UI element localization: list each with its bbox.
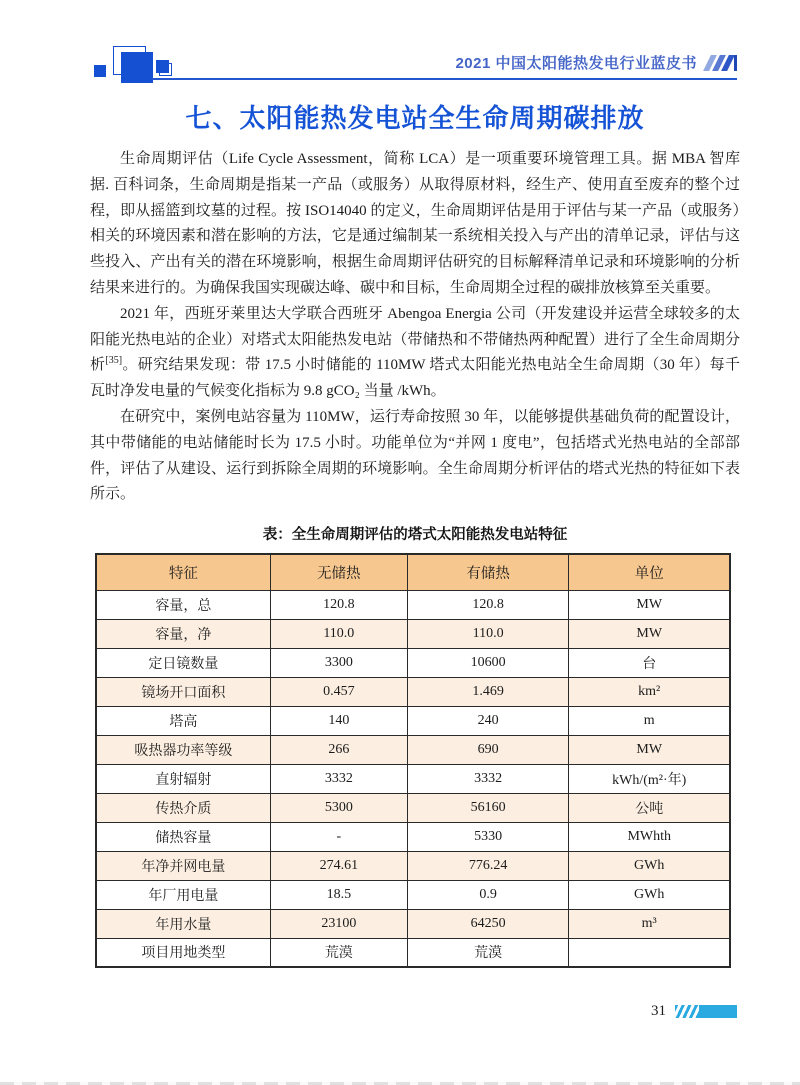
cell-no-storage: 5300 <box>270 793 407 822</box>
table-row <box>96 764 730 793</box>
plant-characteristics-table <box>95 553 731 968</box>
page-footer <box>651 1003 737 1020</box>
table-row <box>96 880 730 909</box>
table-row <box>96 851 730 880</box>
cell-feature: 容量，总 <box>96 590 270 619</box>
cell-no-storage: 120.8 <box>270 590 407 619</box>
col-header-no-storage: 无储热 <box>270 554 407 590</box>
cell-unit <box>569 938 730 967</box>
paragraph-3: 在研究中，案例电站容量为 110MW，运行寿命按照 30 年，以能够提供基础负荷的配置设计，其中带储能的电站储能时长为 17.5 小时。功能单位为“并网 1 度电”，包括塔式光热电站的全部部件，评估了从建设、运行到拆除全周期的环境影响。全生命周期分析评估的塔式光热的特征如下表所示。 <box>90 408 740 503</box>
table-row <box>96 619 730 648</box>
table-header-row <box>96 554 730 590</box>
logo-small-square-right <box>156 60 169 73</box>
cell-feature: 直射辐射 <box>96 764 270 793</box>
citation-35: [35] <box>105 355 123 367</box>
table-caption: 表：全生命周期评估的塔式太阳能热发电站特征 <box>262 527 568 544</box>
chapter-title: 七、太阳能热发电站全生命周期碳排放 <box>185 103 645 133</box>
table-row <box>96 735 730 764</box>
cell-no-storage: 110.0 <box>270 619 407 648</box>
page-header <box>455 52 737 73</box>
cell-unit: m³ <box>569 909 730 938</box>
cell-no-storage: 3300 <box>270 648 407 677</box>
bar-mark <box>734 55 737 71</box>
footer-bar-stripes <box>675 1005 699 1018</box>
cell-feature: 塔高 <box>96 706 270 735</box>
cell-with-storage: 776.24 <box>407 851 569 880</box>
cell-no-storage: 3332 <box>270 764 407 793</box>
cell-feature: 年净并网电量 <box>96 851 270 880</box>
cell-no-storage: 140 <box>270 706 407 735</box>
cell-with-storage: 690 <box>407 735 569 764</box>
cell-with-storage: 56160 <box>407 793 569 822</box>
header-divider <box>152 78 737 80</box>
paragraph-2-text: 2021 年，西班牙莱里达大学联合西班牙 Abengoa Energia 公司（开发建设并运营全球较多的太阳能光热电站的企业）对塔式太阳能热发电站（带储热和不带储热两种配置）进行了全生命周期分析 <box>90 305 740 374</box>
table-row <box>96 909 730 938</box>
cell-unit: GWh <box>569 880 730 909</box>
cell-unit: GWh <box>569 851 730 880</box>
cell-unit: 公吨 <box>569 793 730 822</box>
logo-small-square-left <box>94 65 106 77</box>
col-header-feature: 特征 <box>96 554 270 590</box>
cell-feature: 吸热器功率等级 <box>96 735 270 764</box>
col-header-unit: 单位 <box>569 554 730 590</box>
cell-with-storage: 5330 <box>407 822 569 851</box>
cell-feature: 年厂用电量 <box>96 880 270 909</box>
cell-unit: km² <box>569 677 730 706</box>
footer-bar-icon <box>675 1005 737 1018</box>
slashes-icon <box>707 54 737 71</box>
cell-feature: 项目用地类型 <box>96 938 270 967</box>
cell-with-storage: 荒漠 <box>407 938 569 967</box>
table-row <box>96 793 730 822</box>
cell-with-storage: 10600 <box>407 648 569 677</box>
cell-no-storage: 266 <box>270 735 407 764</box>
cell-unit: MW <box>569 590 730 619</box>
table-row <box>96 648 730 677</box>
cell-with-storage: 0.9 <box>407 880 569 909</box>
table-row <box>96 706 730 735</box>
cell-feature: 储热容量 <box>96 822 270 851</box>
footer-bar-solid <box>699 1005 737 1018</box>
logo-filled-square <box>121 52 153 83</box>
cell-unit: kWh/(m²·年) <box>569 764 730 793</box>
cell-no-storage: - <box>270 822 407 851</box>
cell-feature: 容量，净 <box>96 619 270 648</box>
cell-no-storage: 荒漠 <box>270 938 407 967</box>
cell-feature: 定日镜数量 <box>96 648 270 677</box>
booklet-title: 2021 中国太阳能热发电行业蓝皮书 <box>455 55 697 72</box>
page-number: 31 <box>651 1003 666 1019</box>
cell-with-storage: 110.0 <box>407 619 569 648</box>
cell-feature: 传热介质 <box>96 793 270 822</box>
paragraph-2 <box>90 302 740 405</box>
cell-with-storage: 120.8 <box>407 590 569 619</box>
cell-with-storage: 64250 <box>407 909 569 938</box>
cell-no-storage: 18.5 <box>270 880 407 909</box>
cell-no-storage: 23100 <box>270 909 407 938</box>
col-header-with-storage: 有储热 <box>407 554 569 590</box>
cell-unit: m <box>569 706 730 735</box>
paragraph-2-text: 。研究结果发现：带 17.5 小时储能的 110MW 塔式太阳能光热电站全生命周期（30 年）每千瓦时净发电量的气候变化指标为 9.8 gCO₂ 当量 /kWh。 <box>90 357 740 400</box>
cell-unit: 台 <box>569 648 730 677</box>
cell-unit: MW <box>569 619 730 648</box>
cell-with-storage: 240 <box>407 706 569 735</box>
cell-feature: 镜场开口面积 <box>96 677 270 706</box>
cell-no-storage: 0.457 <box>270 677 407 706</box>
cell-with-storage: 3332 <box>407 764 569 793</box>
cell-unit: MWhth <box>569 822 730 851</box>
cell-no-storage: 274.61 <box>270 851 407 880</box>
body-content <box>90 147 740 968</box>
table-row <box>96 822 730 851</box>
paragraph-1: 生命周期评估（Life Cycle Assessment，简称 LCA）是一项重要环境管理工具。据 MBA 智库据. 百科词条，生命周期是指某一产品（或服务）从取得原材料，经生产、使用直至废弃的整个过程，即从摇篮到坟墓的过程。按 ISO14040 的定义，生命周期评估是用于评估与某一产品（或服务）相关的环境因素和潜在影响的方法，它是通过编制某一系统相关投入与产出的清单记录，评估与这些投入、产出有关的潜在环境影响，根据生命周期评估研究的目标解释清单记录和环境影响的分析结果来进行的。为确保我国实现碳达峰、碳中和目标，生命周期全过程的碳排放核算至关重要。 <box>90 151 740 296</box>
cell-unit: MW <box>569 735 730 764</box>
cell-feature: 年用水量 <box>96 909 270 938</box>
table-row <box>96 677 730 706</box>
table-row <box>96 938 730 967</box>
table-row <box>96 590 730 619</box>
cell-with-storage: 1.469 <box>407 677 569 706</box>
